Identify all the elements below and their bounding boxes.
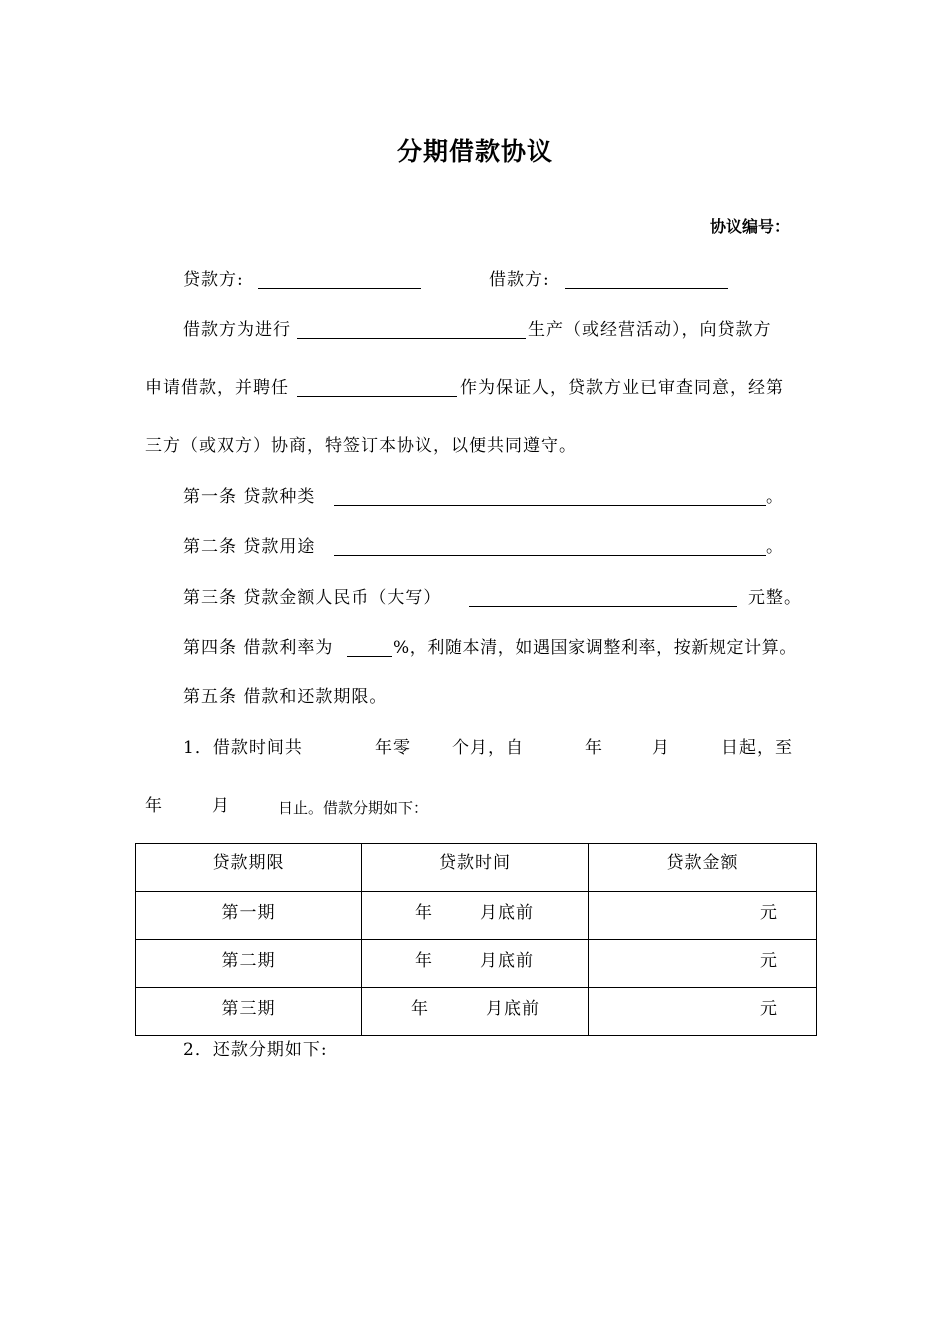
article-4-b: %，利随本清，如遇国家调整利率，按新规定计算。 (393, 638, 797, 658)
guarantor-blank[interactable] (297, 379, 457, 397)
table-header-row (136, 844, 817, 892)
amount-unit: 元 (760, 999, 778, 1019)
lender-label: 贷款方: (183, 270, 244, 290)
table-row (136, 892, 817, 940)
time-month: 月底前 (480, 951, 534, 971)
term-year-zero: 年零 (375, 738, 411, 758)
header-period: 贷款期限 (136, 844, 362, 892)
article-2: 第二条 贷款用途 (183, 537, 316, 557)
time-cell[interactable] (362, 940, 589, 988)
period-cell: 第二期 (136, 940, 362, 988)
production-blank[interactable] (297, 321, 526, 339)
table-row (136, 988, 817, 1036)
loan-type-blank[interactable] (334, 488, 766, 506)
time-month: 月底前 (486, 999, 540, 1019)
intro-line1-a: 借款方为进行 (183, 320, 291, 340)
time-month: 月底前 (480, 903, 534, 923)
borrower-blank[interactable] (565, 271, 728, 289)
amount-cell[interactable] (589, 988, 817, 1036)
article-3: 第三条 贷款金额人民币（大写） (183, 588, 442, 608)
article-1: 第一条 贷款种类 (183, 487, 316, 507)
term-day-from-to: 日起，至 (721, 738, 793, 758)
intro-line2-b: 作为保证人，贷款方业已审查同意，经第 (460, 378, 784, 398)
article-2-end: 。 (766, 537, 784, 557)
article-5: 第五条 借款和还款期限。 (183, 687, 388, 707)
table-row (136, 940, 817, 988)
article-1-end: 。 (766, 487, 784, 507)
term-end-year: 年 (145, 796, 163, 816)
loan-purpose-blank[interactable] (334, 538, 766, 556)
time-year: 年 (415, 951, 433, 971)
term-end-rest: 日止。借款分期如下： (278, 799, 429, 817)
loan-amount-blank[interactable] (469, 589, 737, 607)
amount-cell[interactable] (589, 940, 817, 988)
amount-cell[interactable] (589, 892, 817, 940)
intro-line1-b: 生产（或经营活动），向贷款方 (528, 320, 772, 340)
article-3-end: 元整。 (748, 588, 802, 608)
document-title: 分期借款协议 (396, 137, 553, 166)
period-cell: 第一期 (136, 892, 362, 940)
term-item1-prefix: 1．借款时间共 (183, 738, 303, 758)
time-cell[interactable] (362, 988, 589, 1036)
borrower-label: 借款方: (489, 270, 550, 290)
time-year: 年 (411, 999, 429, 1019)
amount-unit: 元 (760, 903, 778, 923)
period-cell: 第三期 (136, 988, 362, 1036)
term-start-month: 月 (652, 738, 670, 758)
amount-unit: 元 (760, 951, 778, 971)
time-cell[interactable] (362, 892, 589, 940)
interest-rate-blank[interactable] (347, 639, 392, 657)
installment-table (135, 843, 817, 1036)
term-start-year: 年 (585, 738, 603, 758)
article-4-a: 第四条 借款利率为 (183, 638, 334, 658)
term-months-from: 个月，自 (452, 738, 524, 758)
header-time: 贷款时间 (362, 844, 589, 892)
term-end-month: 月 (212, 796, 230, 816)
intro-line3: 三方（或双方）协商，特签订本协议，以便共同遵守。 (145, 436, 577, 456)
intro-line2-a: 申请借款，并聘任 (145, 378, 289, 398)
header-amount: 贷款金额 (589, 844, 817, 892)
time-year: 年 (415, 903, 433, 923)
lender-blank[interactable] (258, 271, 421, 289)
agreement-number-label: 协议编号： (710, 217, 791, 236)
repayment-item2: 2．还款分期如下: (183, 1040, 328, 1060)
